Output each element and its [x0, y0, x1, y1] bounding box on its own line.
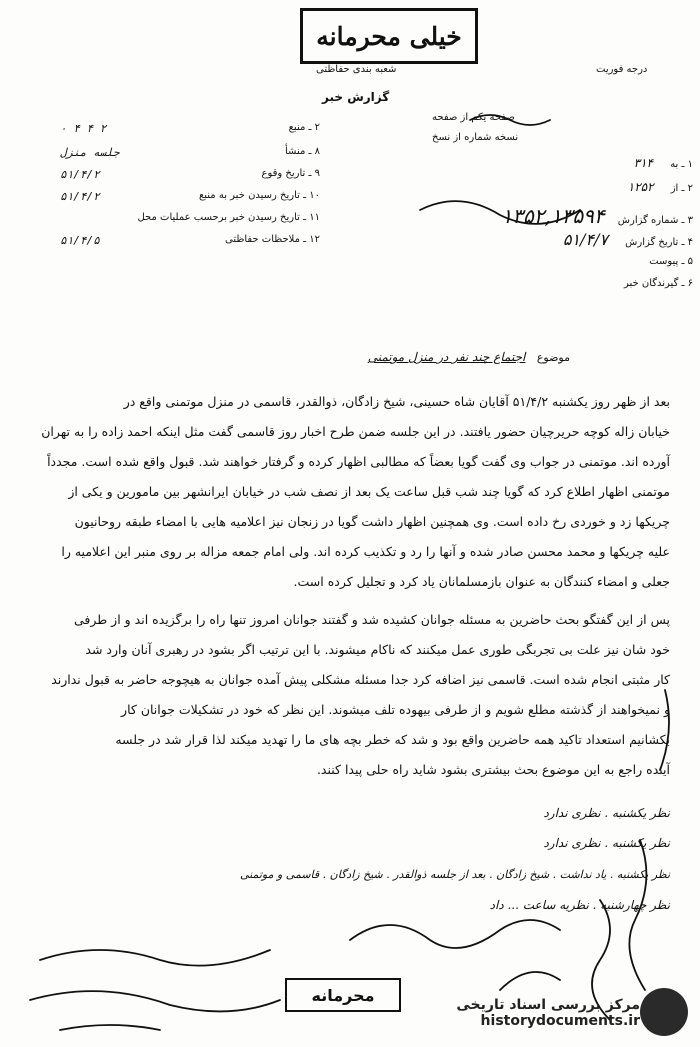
field-label: ۵ ـ پیوست [649, 256, 693, 267]
body-line: خود شان نیز علت بی تجربگی طوری عمل میکنند که ناکام میشوند. با این ترتیب اگر بشود در رهبری آنان وارد شد [85, 642, 670, 657]
bottom-stamp: محرمانه [285, 978, 401, 1012]
field-value: ۱۳۵۲,۱۳۵۹۴ [501, 204, 605, 228]
field-label: ۲ ـ منبع [288, 122, 320, 133]
signature-scribble [350, 920, 560, 948]
field-label: ۲ ـ از [670, 183, 693, 194]
handwritten-note: نظر یکشنبه . نظری ندارد [543, 806, 670, 820]
body-line: آینده راجع به این موضوع بحث بیشتری بشود شاید راه حلی پیدا کنند. [316, 762, 670, 777]
body-line: بکشانیم استعداد تاکید همه حاضرین واقع بود و شد که خطر بچه های ما را تهدید میکند لذا قرار شد در جلسه [115, 732, 670, 747]
field-value: ۱۲۵۲ [627, 180, 654, 194]
signature-scribble [30, 991, 280, 1011]
signature-scribble [40, 950, 270, 966]
field-label: ۸ ـ منشأ [284, 146, 320, 157]
office-name: شعبه بندی حفاظتی [316, 64, 397, 75]
field-label: ۱۱ ـ تاریخ رسیدن خبر برحسب عملیات محل [137, 212, 320, 223]
body-line: علیه چریکها و محمد محسن صادر شده و آنها را رد و تکذیب کرده اند. ولی امام جمعه مزاله بر روی منبر این اعلامیه را [61, 544, 670, 559]
watermark [418, 997, 640, 1029]
field-value: جلسه منزل [60, 146, 120, 159]
field-value: ۵۱/۴/۵ [60, 234, 100, 247]
body-line: بعد از ظهر روز یکشنبه ۵۱/۴/۲ آقایان شاه حسینی، شیخ زادگان، ذوالقدر، قاسمی در منزل موتمنی واقع در [123, 394, 670, 409]
field-label: ۱ ـ به [670, 159, 693, 170]
handwritten-note: نظر چهارشنبه . نظریه ساعت ... داد [489, 898, 670, 912]
priority-label: درجه فوریت [596, 64, 648, 75]
report-number-scribble [420, 201, 580, 224]
subject-label: موضوع [536, 351, 570, 364]
handwritten-note: نظر یکشنبه . یاد نداشت . شیخ زادگان . بعد از جلسه ذوالقدر . شیخ زادگان . قاسمی و موتمنی [240, 868, 670, 881]
field-value: ۲ ۴ ۴ ۰ [60, 122, 107, 135]
field-value: ۵۱/۴/۲ [60, 168, 100, 181]
margin-scribble [660, 690, 669, 770]
page-line: صفحه یکم از صفحه [432, 112, 515, 123]
body-line: چریکها زد و خوردی رخ داده است. وی همچنین اظهار داشت گویا در زنجان نیز اعلامیه هایی با امضاء طبقه روحانیون [74, 514, 670, 529]
handwritten-note: نظر یکشنبه . نظری ندارد [543, 836, 670, 850]
watermark-logo-icon [640, 988, 688, 1036]
body-line: موتمنی اظهار اطلاع کرد که گویا چند شب قبل ساعت یک بعد از نصف شب در خیابان ایرانشهر بین مامورین و یکی از [68, 484, 670, 499]
field-label: ۴ ـ تاریخ گزارش [625, 237, 693, 248]
watermark-title: مرکز بررسی اسناد تاریخی [456, 997, 640, 1013]
body-line: خیابان زاله کوچه حریرچیان حضور یافتند. در این جلسه ضمن طرح اخبار روز قاسمی گفت مثل اینکه احمد زاده را به تهران [41, 424, 670, 439]
signature-scribble [60, 1025, 160, 1030]
field-value: ۵۱/۴/۷ [562, 230, 608, 249]
field-label: ۱۰ ـ تاریخ رسیدن خبر به منبع [198, 190, 320, 201]
body-line: و نمیخواهند از گذشته مطلع شویم و از طرفی بیهوده تلف میشوند. این نظر که خود در تشکیلات جوانان کار [121, 702, 670, 717]
body-line: پس از این گفتگو بحث حاضرین به مسئله جوانان کشیده شد و گفتند جوانان امروز تنها راه را برگزیده اند و از طرفی [73, 612, 670, 627]
field-value: ۳۱۴ [633, 156, 653, 170]
field-label: ۶ ـ گیرندگان خبر [623, 278, 693, 289]
copy-line: نسخه شماره از نسخ [432, 132, 519, 143]
field-value: ۵۱/۴/۲ [60, 190, 100, 203]
classification-stamp: خیلی محرمانه [300, 8, 478, 64]
field-label: ۹ ـ تاریخ وقوع [261, 168, 320, 179]
page-scribble [470, 115, 550, 125]
signature-scribble [500, 972, 560, 990]
report-type: گزارش خبر [322, 90, 390, 104]
body-line: آورده اند. موتمنی در جواب وی گفت گویا بعضاً که مطالبی اظهار کرده و گرفتار خواهند شد. قبول واقع شده است. مجدداً [47, 454, 670, 469]
body-line: جعلی و امضاء کنندگان به عنوان بازمسلمانان یاد کرد و تجلیل کرده است. [293, 574, 670, 589]
margin-scribble [629, 840, 646, 990]
watermark-url: historydocuments.ir [480, 1013, 640, 1029]
field-label: ۳ ـ شماره گزارش [617, 215, 693, 226]
field-label: ۱۲ ـ ملاحظات حفاظتی [225, 234, 320, 245]
subject-value: اجتماع چند نفر در منزل موتمنی [367, 350, 526, 364]
body-line: کار مثبتی انجام شده است. قاسمی نیز اضافه کرد جدا مسئله مشکلی پیش آمده جوانان به هیچوجه حاضر به قبول ندارند [51, 672, 670, 687]
